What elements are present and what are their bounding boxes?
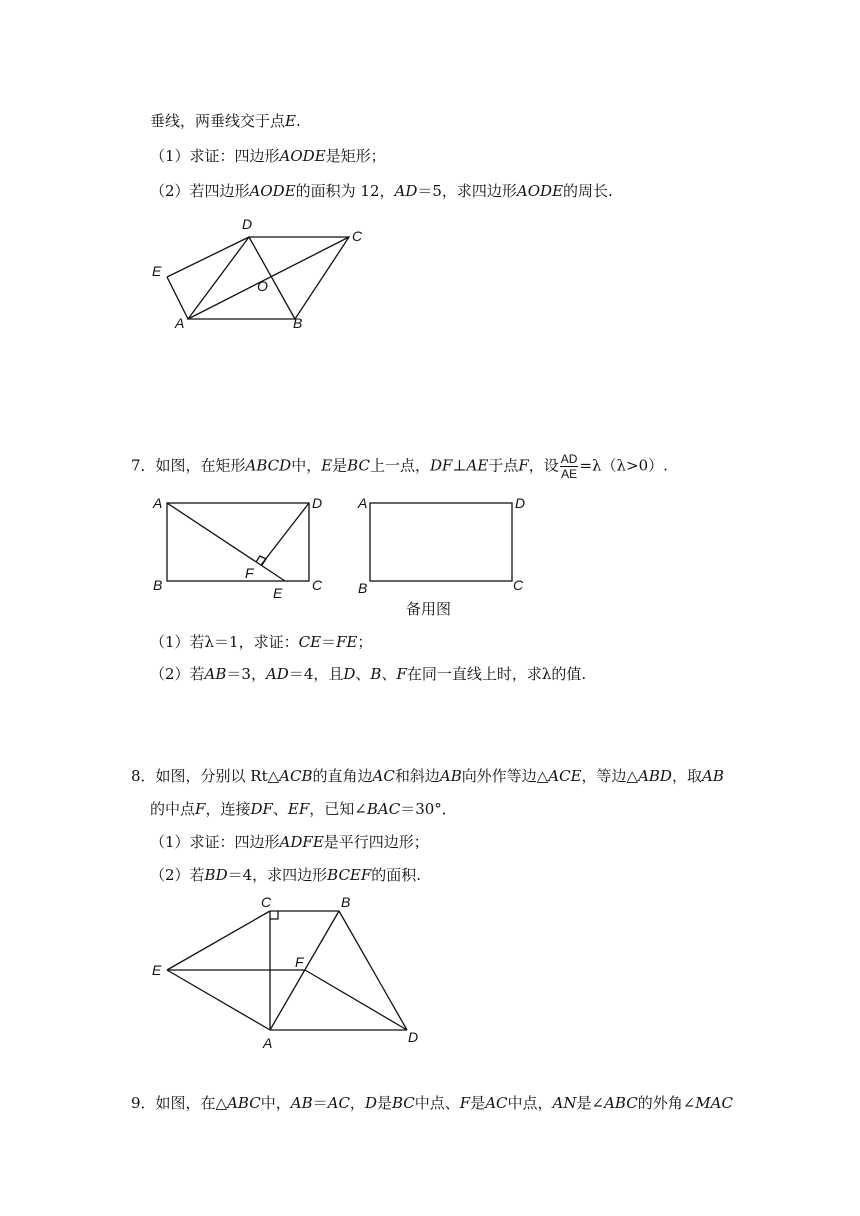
text: DF bbox=[250, 800, 273, 818]
text: AN bbox=[552, 1094, 577, 1112]
text: （2）若 bbox=[150, 665, 205, 683]
q6-figure bbox=[140, 210, 380, 340]
text: 中， bbox=[291, 456, 322, 475]
text: ＝ bbox=[321, 633, 337, 651]
text: . bbox=[295, 112, 301, 130]
text: 是 bbox=[376, 1094, 392, 1112]
label-b: B bbox=[293, 315, 303, 331]
figure-caption: 备用图 bbox=[406, 600, 452, 618]
text: F bbox=[518, 456, 529, 475]
label-c: C bbox=[513, 577, 524, 593]
text: AB bbox=[204, 665, 227, 683]
label-d: D bbox=[312, 495, 323, 511]
text: AC bbox=[327, 1094, 350, 1112]
text: BCEF bbox=[327, 866, 372, 884]
text: 中点， bbox=[507, 1094, 553, 1112]
text: ＝4，求四边形 bbox=[227, 866, 328, 884]
text: BC bbox=[391, 1094, 415, 1112]
right-angle-mark bbox=[256, 556, 266, 565]
text: ； bbox=[357, 633, 373, 651]
text: AB bbox=[290, 1094, 313, 1112]
diagonal-bd bbox=[249, 237, 295, 319]
text: AC bbox=[485, 1094, 508, 1112]
q8-part1 bbox=[150, 832, 429, 852]
text: F bbox=[396, 665, 407, 683]
text: 、 bbox=[272, 800, 288, 818]
text: F bbox=[195, 800, 206, 818]
label-c: C bbox=[312, 577, 323, 593]
q6-part1 bbox=[150, 146, 386, 166]
text: ABC bbox=[227, 1094, 261, 1112]
label-a: A bbox=[153, 495, 163, 511]
text: 和斜边 bbox=[394, 767, 440, 785]
segment-ae bbox=[167, 503, 285, 581]
text: （2）若 bbox=[150, 866, 205, 884]
label-o: O bbox=[257, 278, 268, 294]
segment-ae bbox=[167, 277, 188, 319]
label-d: D bbox=[515, 495, 526, 511]
text: MAC bbox=[695, 1094, 733, 1112]
text: AD bbox=[265, 665, 289, 683]
label-b: B bbox=[153, 577, 163, 593]
text: BC bbox=[347, 456, 370, 475]
text: 中点、 bbox=[414, 1094, 460, 1112]
text: 的周长. bbox=[563, 182, 613, 200]
text: DF bbox=[429, 456, 453, 475]
text: ABC bbox=[604, 1094, 638, 1112]
text: 7．如图，在矩形 bbox=[131, 456, 246, 475]
text: BAC bbox=[366, 800, 401, 818]
q6-continuation bbox=[150, 111, 301, 131]
diagonal-ac bbox=[188, 237, 349, 319]
text: AODE bbox=[279, 147, 326, 165]
text: 是平行四边形； bbox=[323, 833, 429, 851]
text: 上一点， bbox=[369, 456, 430, 475]
segment-df bbox=[261, 503, 309, 565]
rectangle-abcd bbox=[167, 503, 309, 581]
q8-part2 bbox=[150, 865, 421, 885]
text: AC bbox=[372, 767, 395, 785]
fraction-numerator: AD bbox=[560, 452, 578, 466]
text: E bbox=[285, 112, 296, 130]
text: ACE bbox=[548, 767, 582, 785]
text: 垂线，两垂线交于点 bbox=[150, 112, 286, 130]
segment-fd bbox=[305, 970, 407, 1030]
text: ACB bbox=[279, 767, 313, 785]
label-f: F bbox=[245, 565, 254, 581]
text: 是 bbox=[332, 456, 348, 475]
label-d: D bbox=[408, 1029, 419, 1045]
q8-stem bbox=[131, 766, 724, 786]
label-a: A bbox=[358, 495, 368, 511]
text: F bbox=[459, 1094, 471, 1112]
q7-stem bbox=[131, 452, 668, 481]
text: ＝3， bbox=[226, 665, 266, 683]
text: AD bbox=[394, 182, 418, 200]
text: （1）求证：四边形 bbox=[150, 833, 280, 851]
text: 的面积为 12， bbox=[295, 182, 395, 200]
segment-ea bbox=[167, 970, 270, 1030]
segment-de bbox=[167, 237, 249, 277]
q6-part2 bbox=[150, 181, 613, 201]
q8-stem-line2 bbox=[150, 799, 457, 819]
text: 是 bbox=[470, 1094, 486, 1112]
text: ABD bbox=[638, 767, 672, 785]
text: 的外角∠ bbox=[637, 1094, 696, 1112]
label-b: B bbox=[358, 580, 368, 596]
text: ， bbox=[349, 1094, 365, 1112]
text: ＝4，且 bbox=[288, 665, 344, 683]
text: ⊥ bbox=[452, 456, 467, 475]
text: CE bbox=[298, 633, 322, 651]
right-angle-mark bbox=[270, 911, 278, 919]
text: B bbox=[370, 665, 382, 683]
text: AB bbox=[701, 767, 724, 785]
text: 的面积. bbox=[371, 866, 422, 884]
text: 向外作等边△ bbox=[461, 767, 549, 785]
q8-figure bbox=[145, 890, 435, 1055]
label-e: E bbox=[152, 263, 162, 279]
q7-part1 bbox=[150, 632, 372, 652]
text: AODE bbox=[249, 182, 296, 200]
q9-stem bbox=[131, 1093, 733, 1113]
text: D bbox=[364, 1094, 377, 1112]
label-a: A bbox=[263, 1035, 273, 1051]
text: （1）求证：四边形 bbox=[150, 147, 280, 165]
text: ＝5，求四边形 bbox=[417, 182, 517, 200]
text: 是∠ bbox=[576, 1094, 605, 1112]
text: ，等边△ bbox=[581, 767, 639, 785]
text: =λ（λ>0）. bbox=[579, 456, 668, 475]
label-e: E bbox=[152, 962, 162, 978]
q7-figure-spare bbox=[352, 490, 542, 620]
label-d: D bbox=[242, 216, 253, 232]
text: AE bbox=[466, 456, 489, 475]
text: FE bbox=[336, 633, 358, 651]
fraction-denominator: AE bbox=[561, 467, 578, 481]
label-f: F bbox=[295, 954, 304, 970]
text: D bbox=[343, 665, 356, 683]
text: ADFE bbox=[279, 833, 324, 851]
text: 于点 bbox=[488, 456, 519, 475]
segment-bd bbox=[339, 911, 407, 1030]
rectangle-abcd-spare bbox=[370, 503, 512, 581]
text: ABCD bbox=[245, 456, 292, 475]
label-a: A bbox=[175, 315, 185, 331]
text: 是矩形； bbox=[325, 147, 386, 165]
text: BD bbox=[204, 866, 228, 884]
text: 9．如图，在△ bbox=[131, 1094, 228, 1112]
text: ，已知∠ bbox=[309, 800, 367, 818]
text: 中， bbox=[260, 1094, 291, 1112]
text: 的中点 bbox=[150, 800, 196, 818]
text: AODE bbox=[516, 182, 564, 200]
text: 的直角边 bbox=[312, 767, 373, 785]
text: ，连接 bbox=[205, 800, 251, 818]
label-c: C bbox=[352, 228, 363, 244]
text: E bbox=[321, 456, 333, 475]
label-b: B bbox=[341, 894, 351, 910]
label-e: E bbox=[273, 585, 283, 601]
text: ，设 bbox=[528, 456, 559, 475]
text: （2）若四边形 bbox=[150, 182, 250, 200]
text: 8．如图，分别以 Rt△ bbox=[131, 767, 280, 785]
segment-ec bbox=[167, 911, 270, 970]
text: （1）若λ＝1，求证： bbox=[150, 633, 299, 651]
text: EF bbox=[287, 800, 310, 818]
text: 在同一直线上时，求λ的值. bbox=[406, 665, 587, 683]
text: 、 bbox=[355, 665, 371, 683]
text: ，取 bbox=[671, 767, 702, 785]
text: 、 bbox=[381, 665, 397, 683]
text: ＝ bbox=[312, 1094, 328, 1112]
q7-figure-main bbox=[145, 490, 345, 605]
text: ＝30°． bbox=[400, 800, 457, 818]
text: AB bbox=[439, 767, 462, 785]
fraction-ad-over-ae bbox=[560, 452, 579, 481]
q7-part2 bbox=[150, 664, 586, 684]
label-c: C bbox=[261, 894, 272, 910]
